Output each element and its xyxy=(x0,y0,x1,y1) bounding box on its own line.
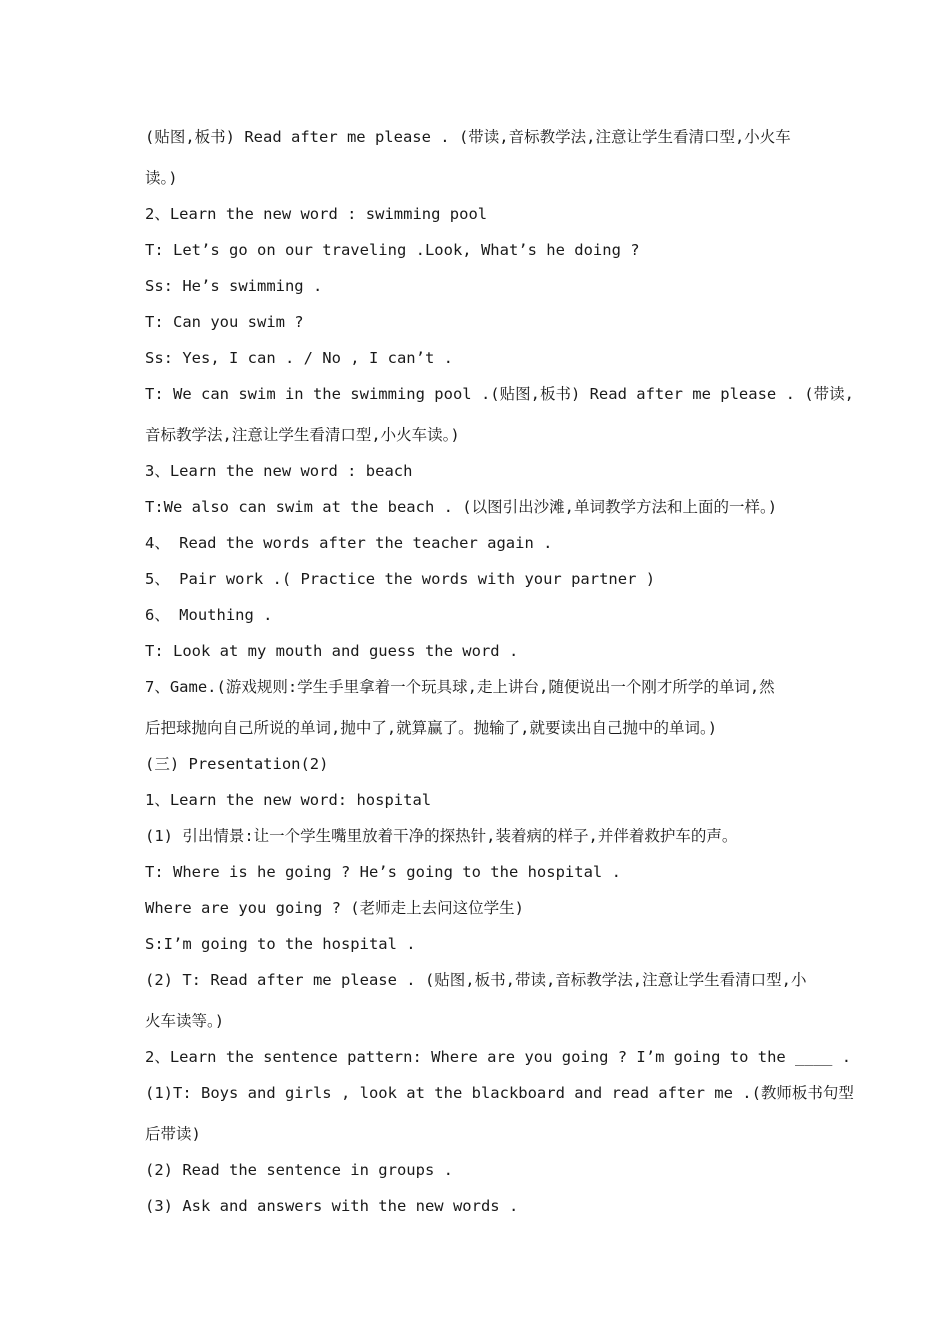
text-line-18: (三) Presentation(2) xyxy=(145,755,329,773)
text-line-4: T: Let’s go on our traveling .Look, What’s he doing ? xyxy=(145,241,640,259)
text-line-19: 1、Learn the new word: hospital xyxy=(145,791,432,809)
text-line-30: (3) Ask and answers with the new words . xyxy=(145,1197,519,1215)
text-line-25: 火车读等。) xyxy=(145,1012,225,1030)
text-line-15: T: Look at my mouth and guess the word . xyxy=(145,642,519,660)
text-line-26: 2、Learn the sentence pattern: Where are you going ? I’m going to the ____ . xyxy=(145,1048,852,1066)
text-line-29: (2) Read the sentence in groups . xyxy=(145,1161,453,1179)
text-line-20: (1) 引出情景:让一个学生嘴里放着干净的探热针,装着病的样子,并伴着救护车的声。 xyxy=(145,827,738,845)
text-line-13: 5、 Pair work .( Practice the words with your partner ) xyxy=(145,570,656,588)
text-line-5: Ss: He’s swimming . xyxy=(145,277,323,295)
text-line-21: T: Where is he going ? He’s going to the hospital . xyxy=(145,863,621,881)
text-line-12: 4、 Read the words after the teacher again . xyxy=(145,534,553,552)
text-line-6: T: Can you swim ? xyxy=(145,313,304,331)
text-line-9: 音标教学法,注意让学生看清口型,小火车读。) xyxy=(145,426,460,444)
text-line-2: 读。) xyxy=(145,169,178,187)
text-line-8: T: We can swim in the swimming pool .(贴图,板书) Read after me please . (带读, xyxy=(145,385,854,403)
text-line-28: 后带读) xyxy=(145,1125,201,1143)
text-line-22: Where are you going ? (老师走上去问这位学生) xyxy=(145,899,524,917)
text-line-14: 6、 Mouthing . xyxy=(145,606,273,624)
text-line-17: 后把球抛向自己所说的单词,抛中了,就算赢了。抛输了,就要读出自己抛中的单词。) xyxy=(145,719,718,737)
text-line-7: Ss: Yes, I can . / No , I can’t . xyxy=(145,349,453,367)
text-line-1: (贴图,板书) Read after me please . (带读,音标教学法,注意让学生看清口型,小火车 xyxy=(145,128,791,146)
text-line-16: 7、Game.(游戏规则:学生手里拿着一个玩具球,走上讲台,随便说出一个刚才所学的单词,然 xyxy=(145,678,775,696)
text-line-10: 3、Learn the new word : beach xyxy=(145,462,413,480)
text-line-23: S:I’m going to the hospital . xyxy=(145,935,416,953)
text-line-3: 2、Learn the new word : swimming pool xyxy=(145,205,488,223)
text-line-24: (2) T: Read after me please . (贴图,板书,带读,音标教学法,注意让学生看清口型,小 xyxy=(145,971,807,989)
text-line-27: (1)T: Boys and girls , look at the blackboard and read after me .(教师板书句型 xyxy=(145,1084,854,1102)
text-line-11: T:We also can swim at the beach . (以图引出沙滩,单词教学方法和上面的一样。) xyxy=(145,498,778,516)
